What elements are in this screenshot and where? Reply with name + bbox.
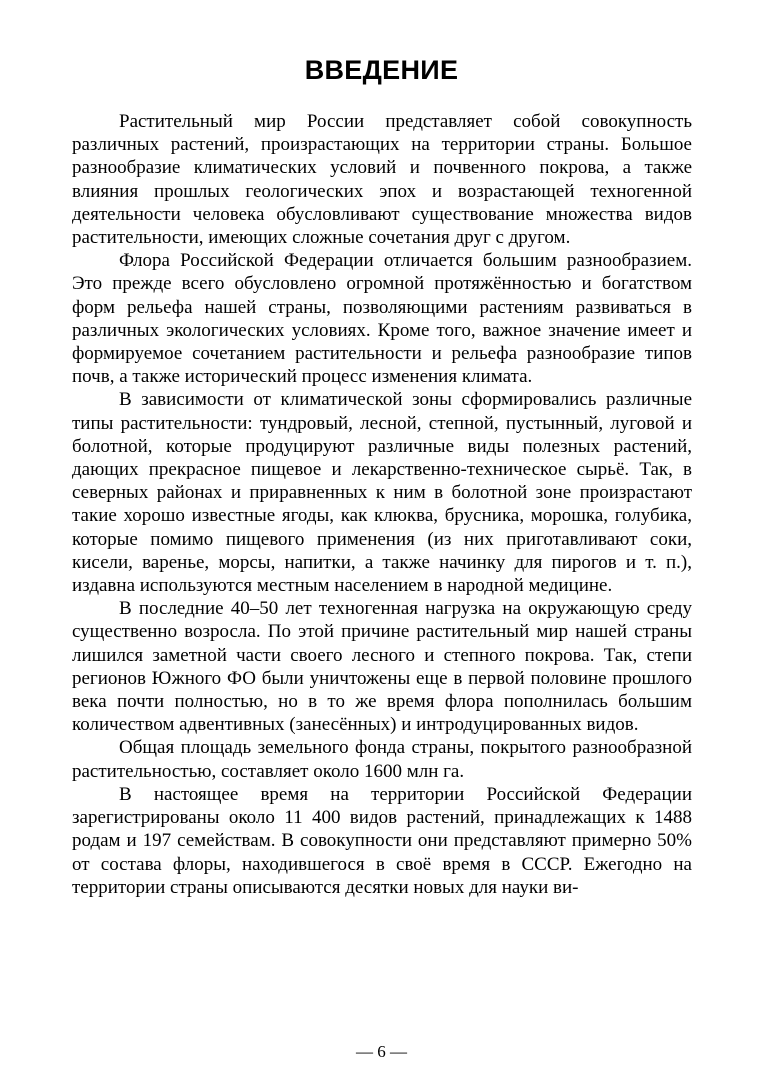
page-title: ВВЕДЕНИЕ bbox=[304, 55, 459, 85]
paragraph-4: В последние 40–50 лет техногенная нагрузка на окружающую среду существенно возросла. По этой причине растительный мир нашей страны лишился заметной части своего лесного и степного покрова. Так, степи регионов Южного ФО были уничтожены еще в первой половине прошлого века почти полностью, но в то же время флора пополнилась большим количеством адвентивных (занесённых) и интродуцированных видов. bbox=[72, 598, 692, 736]
paragraph-1: Растительный мир России представляет собой совокупность различных растений, произрастающих на территории страны. Большое разнообразие климатических условий и почвенного покрова, а также влияния прошлых геологических эпох и возрастающей техногенной деятельности человека обусловливают существование множества видов растительности, имеющих сложные сочетания друг с другом. bbox=[72, 111, 692, 249]
paragraph-6: В настоящее время на территории Российской Федерации зарегистрированы около 11 400 видов растений, принадлежащих к 1488 родам и 197 семействам. В совокупности они представляют примерно 50% от состава флоры, находившегося в своё время в СССР. Ежегодно на территории страны описываются десятки новых для науки ви- bbox=[72, 783, 692, 898]
page-number: — 6 — bbox=[356, 1042, 407, 1061]
body-text bbox=[72, 110, 692, 899]
paragraph-5: Общая площадь земельного фонда страны, покрытого разнообразной растительностью, составляет около 1600 млн га. bbox=[72, 737, 692, 782]
paragraph-2: Флора Российской Федерации отличается большим разнообразием. Это прежде всего обусловлено огромной протяжённостью и богатством форм рельефа нашей страны, позволяющими растениям развиваться в различных экологических условиях. Кроме того, важное значение имеет и формируемое сочетанием растительности и рельефа разнообразие типов почв, а также исторический процесс изменения климата. bbox=[72, 250, 692, 388]
paragraph-3: В зависимости от климатической зоны сформировались различные типы растительности: тундровый, лесной, степной, пустынный, луговой и болотной, которые продуцируют различные виды полезных растений, дающих прекрасное пищевое и лекарственно-техническое сырьё. Так, в северных районах и приравненных к ним в болотной зоне произрастают такие хорошо известные ягоды, как клюква, брусника, морошка, голубика, которые помимо пищевого применения (из них приготавливают соки, кисели, варенье, морсы, напитки, а также начинку для пирогов и т. п.), издавна используются местным населением в народной медицине. bbox=[72, 389, 692, 597]
